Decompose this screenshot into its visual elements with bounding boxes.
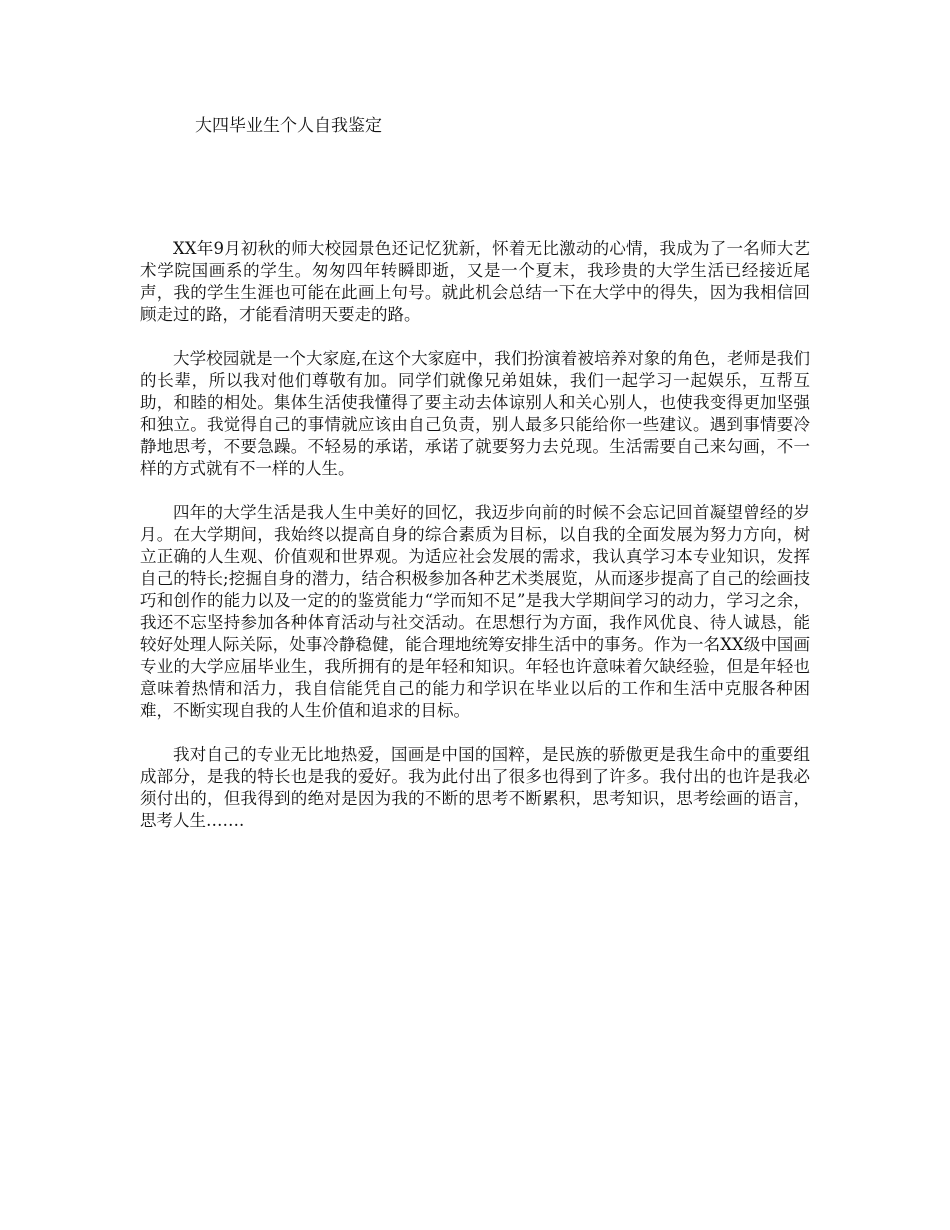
paragraph-1: XX年9月初秋的师大校园景色还记忆犹新，怀着无比激动的心情，我成为了一名师大艺术学院国画系的学生。匆匆四年转瞬即逝，又是一个夏末，我珍贵的大学生活已经接近尾声，我的学生生涯也可能在此画上句号。就此机会总结一下在大学中的得失，因为我相信回顾走过的路，才能看清明天要走的路。	[140, 239, 810, 324]
document-body	[140, 238, 810, 832]
paragraph-3: 四年的大学生活是我人生中美好的回忆，我迈步向前的时候不会忘记回首凝望曾经的岁月。在大学期间，我始终以提高自身的综合素质为目标，以自我的全面发展为努力方向，树立正确的人生观、价值观和世界观。为适应社会发展的需求，我认真学习本专业知识，发挥自己的特长;挖掘自身的潜力，结合积极参加各种艺术类展览，从而逐步提高了自己的绘画技巧和创作的能力以及一定的的鉴赏能力“学而知不足”是我大学期间学习的动力，学习之余，我还不忘坚持参加各种体育活动与社交活动。在思想行为方面，我作风优良、待人诚恳，能较好处理人际关际，处事冷静稳健，能合理地统筹安排生活中的事务。作为一名XX级中国画专业的大学应届毕业生，我所拥有的是年轻和知识。年轻也许意味着欠缺经验，但是年轻也意味着热情和活力，我自信能凭自己的能力和学识在毕业以后的工作和生活中克服各种困难，不断实现自我的人生价值和追求的目标。	[140, 503, 810, 720]
paragraph-2: 大学校园就是一个大家庭,在这个大家庭中，我们扮演着被培养对象的角色，老师是我们的长辈，所以我对他们尊敬有加。同学们就像兄弟姐妹，我们一起学习一起娱乐，互帮互助，和睦的相处。集体生活使我懂得了要主动去体谅别人和关心别人，也使我变得更加坚强和独立。我觉得自己的事情就应该由自己负责，别人最多只能给你一些建议。遇到事情要冷静地思考，不要急躁。不轻易的承诺，承诺了就要努力去兑现。生活需要自己来勾画，不一样的方式就有不一样的人生。	[140, 349, 810, 478]
paragraph-4: 我对自己的专业无比地热爱，国画是中国的国粹，是民族的骄傲更是我生命中的重要组成部分，是我的特长也是我的爱好。我为此付出了很多也得到了许多。我付出的也许是我必须付出的，但我得到的绝对是因为我的不断的思考不断累积，思考知识，思考绘画的语言，思考人生…….	[140, 745, 810, 830]
document-title: 大四毕业生个人自我鉴定	[195, 116, 382, 136]
